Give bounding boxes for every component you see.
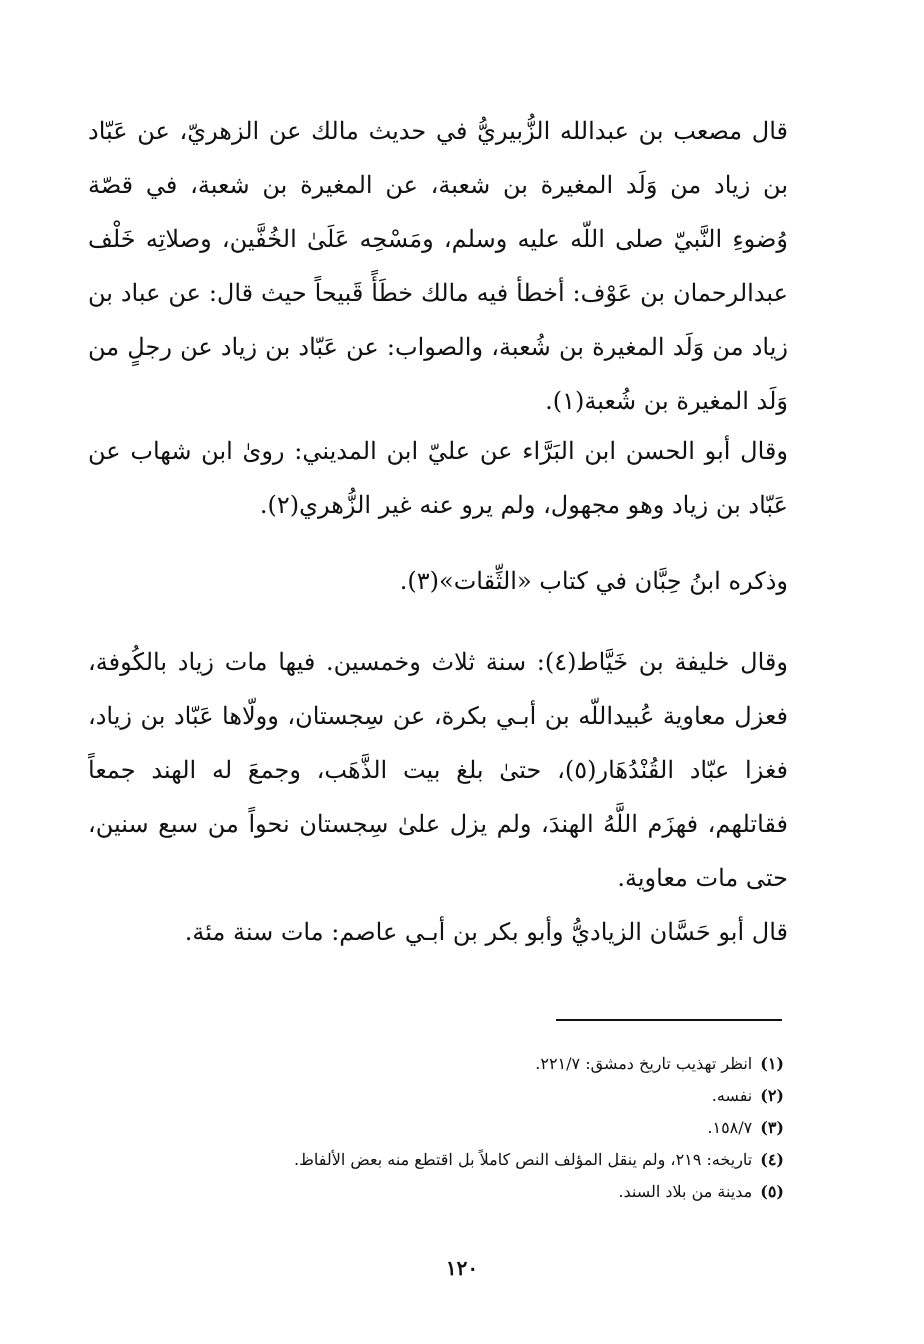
- paragraph-death-year: قال أبو حَسَّان الزياديُّ وأبو بكر بن أبـي عاصم: مات سنة مئة.: [184, 918, 788, 946]
- footnote-item: [150, 1048, 784, 1080]
- footnote-number: (٣): [760, 1118, 784, 1137]
- paragraph-ibn-hibban: وذكره ابنُ حِبَّان في كتاب «الثِّقات»(٣).: [399, 567, 788, 595]
- footnote-item: [150, 1112, 784, 1144]
- paragraph-khalifa: وقال خليفة بن خَيَّاط(٤): سنة ثلاث وخمسين. فيها مات زياد بالكُوفة، فعزل معاوية عُبيداللّه بن أبـي بكرة، عن سِجستان، وولّاها عَبّاد بن زياد، فغزا عبّاد القُنْدُهَار(٥)، حتىٰ بلغ بيت الذَّهَب، وجمعَ له الهند جمعاً فقاتلهم، فهزَم اللَّهُ الهندَ، ولم يزل علىٰ سِجستان نحواً من سبع سنين، حتى مات معاوية.: [88, 648, 788, 892]
- footnote-item: [150, 1144, 784, 1176]
- footnotes-list: [150, 1048, 784, 1208]
- page-number: ١٢٠: [445, 1256, 479, 1280]
- footnote-number: (٥): [760, 1182, 784, 1201]
- footnote-text: نفسه.: [711, 1086, 753, 1105]
- footnote-text: ١٥٨/٧.: [707, 1118, 753, 1137]
- footnote-divider: [556, 1019, 782, 1021]
- paragraph-ibn-madini: وقال أبو الحسن ابن البَرَّاء عن عليّ ابن المديني: روىٰ ابن شهاب عن عَبّاد بن زياد وهو مجهول، ولم يرو عنه غير الزُّهري(٢).: [88, 437, 788, 519]
- footnote-number: (٢): [760, 1086, 784, 1105]
- footnote-text: تاريخه: ٢١٩، ولم ينقل المؤلف النص كاملاً بل اقتطع منه بعض الألفاظ.: [294, 1150, 753, 1169]
- footnote-item: [150, 1080, 784, 1112]
- footnote-text: مدينة من بلاد السند.: [618, 1182, 753, 1201]
- footnote-text: انظر تهذيب تاريخ دمشق: ٢٢١/٧.: [535, 1054, 753, 1073]
- footnote-number: (١): [760, 1054, 784, 1073]
- footnote-item: [150, 1176, 784, 1208]
- paragraph-musab: قال مصعب بن عبدالله الزُّبيريُّ في حديث مالك عن الزهريّ، عن عَبّاد بن زياد من وَلَد المغيرة بن شعبة، عن المغيرة بن شعبة، في قصّة وُضوءِ النَّبيّ صلى اللّه عليه وسلم، ومَسْحِه عَلَىٰ الخُفَّين، وصلاتِه خَلْف عبدالرحمان بن عَوْف: أخطأ فيه مالك خطَأً قَبيحاً حيث قال: عن عباد بن زياد من وَلَد المغيرة بن شُعبة، والصواب: عن عَبّاد بن زياد عن رجلٍ من وَلَد المغيرة بن شُعبة(١).: [88, 117, 788, 415]
- footnote-number: (٤): [760, 1150, 784, 1169]
